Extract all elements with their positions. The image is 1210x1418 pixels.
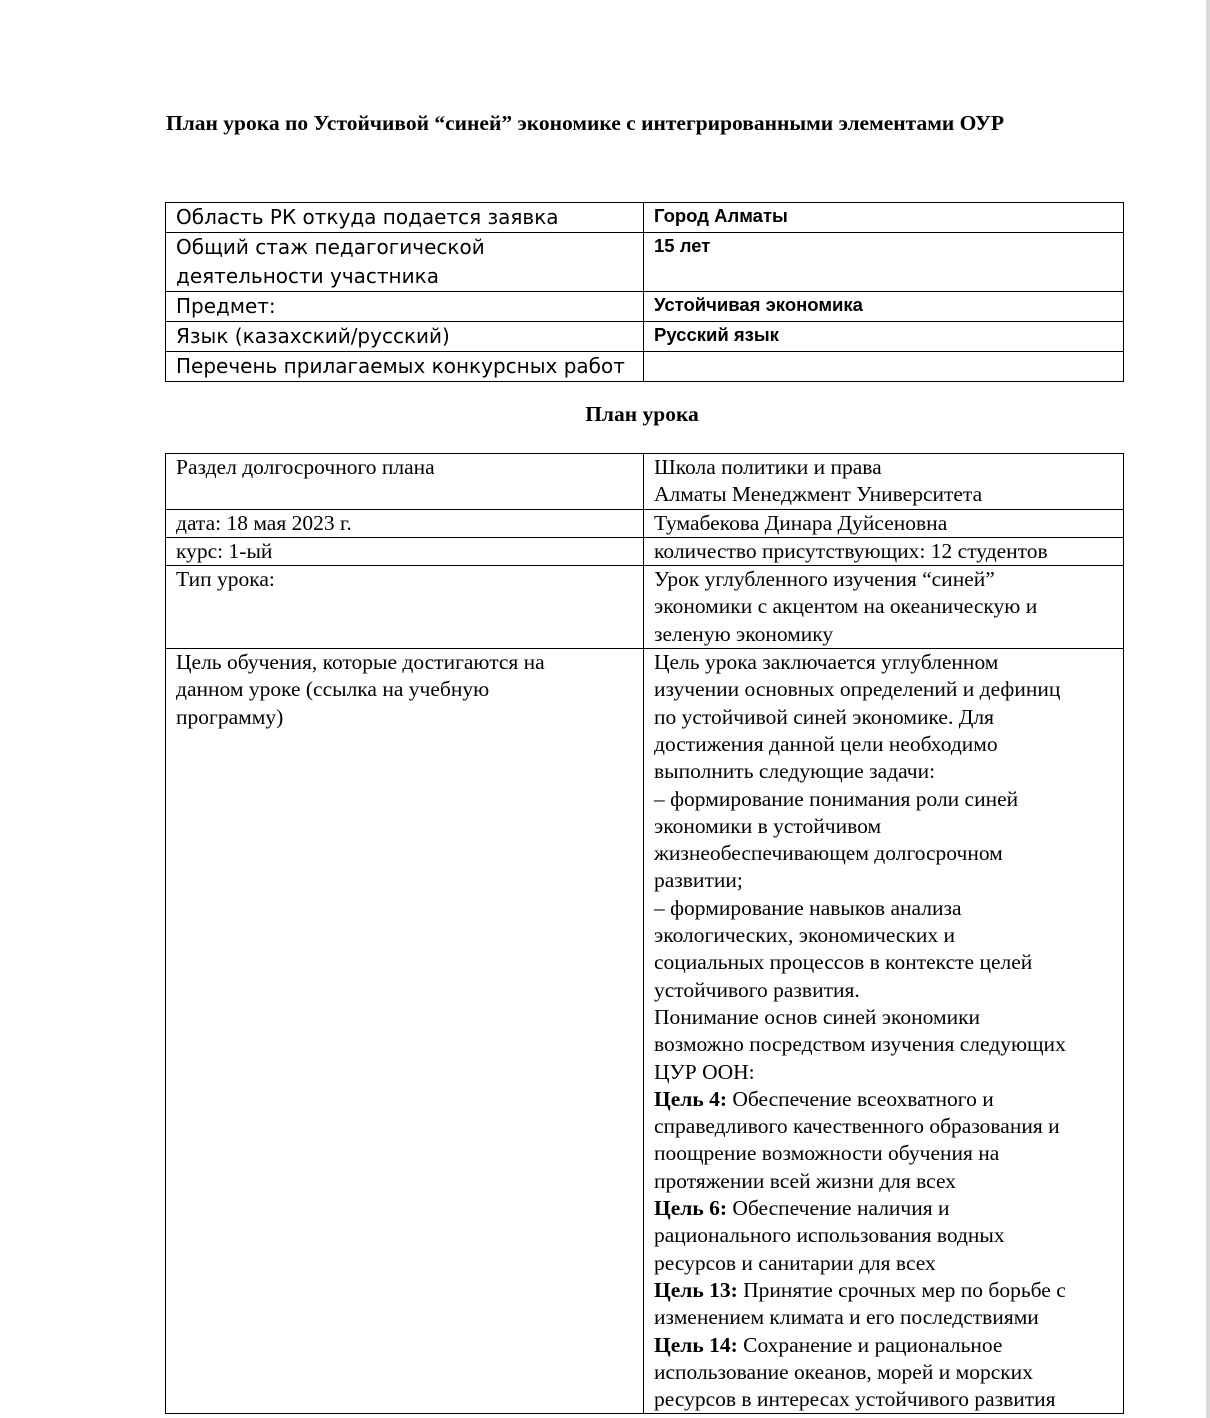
table-row <box>166 509 1124 537</box>
table-row <box>166 566 1124 649</box>
cell-line: – формирование навыков анализа <box>654 895 962 920</box>
goal-line <box>654 1277 1113 1304</box>
goal-text: Принятие срочных мер по борьбе с <box>737 1277 1066 1302</box>
cell-line: Урок углубленного изучения “синей” <box>654 567 995 592</box>
table-row <box>166 649 1124 1414</box>
table-row <box>166 203 1124 233</box>
teacher-name <box>644 509 1124 537</box>
cell-line: возможно посредством изучения следующих <box>654 1032 1066 1057</box>
cell-line: жизнеобеспечивающем долгосрочном <box>654 841 1003 866</box>
region-label-cell <box>166 203 644 233</box>
cell-line: ЦУР ООН: <box>654 1059 755 1084</box>
cell-line: экономики в устойчивом <box>654 813 882 838</box>
region-value: Город Алматы <box>644 203 1124 233</box>
language-label-cell <box>166 322 644 352</box>
cell-line: выполнить следующие задачи: <box>654 759 936 784</box>
cell-line: экологических, экономических и <box>654 923 956 948</box>
objective-value <box>644 649 1124 1414</box>
long-term-plan-label <box>166 454 644 510</box>
goal-text: Обеспечение всеохватного и <box>726 1086 994 1111</box>
cell-line: протяжении всей жизни для всех <box>654 1168 956 1193</box>
table-row <box>166 352 1124 382</box>
cell-line: Раздел долгосрочного плана <box>176 455 435 479</box>
subject-value: Устойчивая экономика <box>644 292 1124 322</box>
goal-label: Цель 6: <box>654 1196 727 1221</box>
language-value: Русский язык <box>644 322 1124 352</box>
lesson-type-label <box>166 566 644 649</box>
cell-line: ресурсов в интересах устойчивого развития <box>654 1387 1056 1412</box>
course-label <box>166 537 644 565</box>
table-row <box>166 322 1124 352</box>
page-edge <box>1206 0 1210 1418</box>
cell-line: экономики с акцентом на океаническую и <box>654 594 1038 619</box>
cell-line: рационального использования водных <box>654 1223 1005 1248</box>
cell-line: программу) <box>176 704 284 729</box>
goal-text: Обеспечение наличия и <box>726 1196 950 1221</box>
objective-label <box>166 649 644 1414</box>
goal-line <box>654 1332 1113 1359</box>
works-label-cell <box>166 352 644 382</box>
cell-line: Школа политики и права <box>654 455 882 479</box>
table-row <box>166 292 1124 322</box>
lesson-type-value <box>644 566 1124 649</box>
goal-text: Сохранение и рациональное <box>737 1332 1003 1357</box>
cell-line: использование океанов, морей и морских <box>654 1359 1033 1384</box>
cell-line: по устойчивой синей экономике. Для <box>654 704 995 729</box>
cell-line: Алматы Менеджмент Университета <box>654 482 983 507</box>
language-label: Язык (казахский/русский) <box>176 324 450 348</box>
table-row <box>166 454 1124 510</box>
attendance-value <box>644 537 1124 565</box>
cell-line: изменением климата и его последствиями <box>654 1305 1039 1330</box>
section-title: План урока <box>585 402 699 426</box>
lesson-plan-table <box>165 453 1124 1414</box>
document-title: План урока по Устойчивой “синей” экономике с интегрированными элементами ОУР <box>166 111 1005 135</box>
cell-line: Понимание основ синей экономики <box>654 1004 981 1029</box>
goal-label: Цель 13: <box>654 1277 738 1302</box>
cell-line: социальных процессов в контексте целей <box>654 950 1033 975</box>
date-label <box>166 509 644 537</box>
cell-line: поощрение возможности обучения на <box>654 1141 1000 1166</box>
table-row <box>166 233 1124 292</box>
application-info-table <box>165 202 1124 382</box>
goal-line <box>654 1086 1113 1113</box>
table-row <box>166 537 1124 565</box>
cell-line: – формирование понимания роли синей <box>654 786 1019 811</box>
experience-value: 15 лет <box>644 233 1124 292</box>
cell-line: Тумабекова Динара Дуйсеновна <box>654 510 948 535</box>
cell-line: количество присутствующих: 12 студентов <box>654 538 1048 563</box>
cell-line: ресурсов и санитарии для всех <box>654 1250 936 1275</box>
experience-label-line: Общий стаж педагогической <box>176 235 485 259</box>
cell-line: справедливого качественного образования и <box>654 1114 1060 1139</box>
experience-label-line: деятельности участника <box>176 264 439 288</box>
experience-label-cell <box>166 233 644 292</box>
cell-line: изучении основных определений и дефиниц <box>654 677 1061 702</box>
region-label: Область РК откуда подается заявка <box>176 205 559 229</box>
works-value <box>644 352 1124 382</box>
goal-line <box>654 1195 1113 1222</box>
subject-label: Предмет: <box>176 294 276 318</box>
cell-line: данном уроке (ссылка на учебную <box>176 677 490 702</box>
cell-line: Цель обучения, которые достигаются на <box>176 650 545 675</box>
cell-line: зеленую экономику <box>654 621 834 646</box>
long-term-plan-value <box>644 454 1124 510</box>
goal-label: Цель 14: <box>654 1332 738 1357</box>
cell-line: дата: 18 мая 2023 г. <box>176 510 352 535</box>
cell-line: устойчивого развития. <box>654 977 860 1002</box>
cell-line: Цель урока заключается углубленном <box>654 650 999 675</box>
works-label: Перечень прилагаемых конкурсных работ <box>176 354 625 378</box>
cell-line: развитии; <box>654 868 743 893</box>
cell-line: курс: 1-ый <box>176 538 273 563</box>
goal-label: Цель 4: <box>654 1086 727 1111</box>
subject-label-cell <box>166 292 644 322</box>
cell-line: Тип урока: <box>176 567 275 592</box>
cell-line: достижения данной цели необходимо <box>654 731 998 756</box>
